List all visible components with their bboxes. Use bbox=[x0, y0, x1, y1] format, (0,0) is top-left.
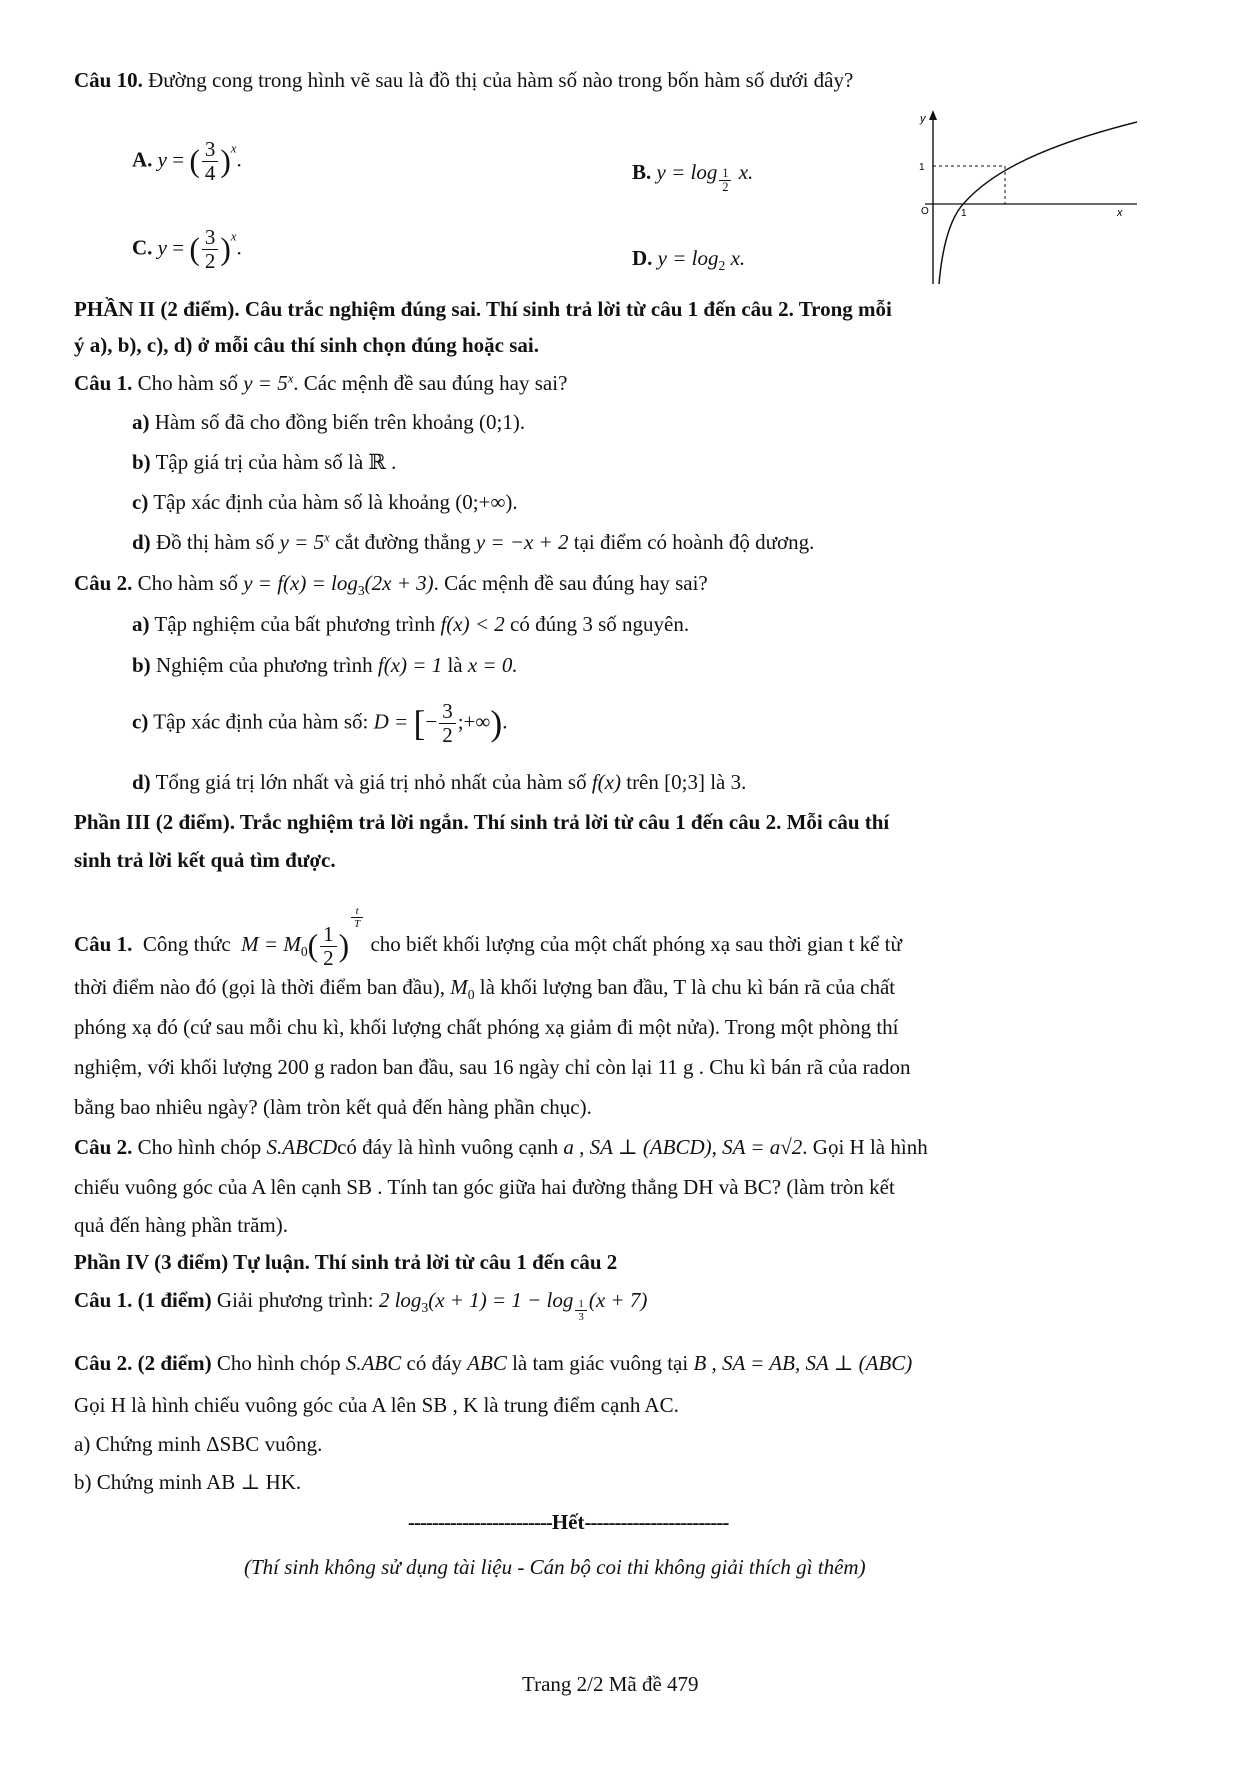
x-tick-label: 1 bbox=[961, 208, 967, 219]
frac-num: 3 bbox=[202, 226, 219, 250]
question-text: Công thức bbox=[142, 932, 231, 957]
right-dashes: ------------------------ bbox=[584, 1510, 729, 1534]
option-exponent: x bbox=[230, 229, 237, 244]
end-label: Hết bbox=[551, 1510, 585, 1534]
p2-q1-d bbox=[132, 530, 814, 554]
math-expr: ;+∞ bbox=[457, 709, 491, 734]
option-label: A. bbox=[132, 147, 153, 172]
p2-q1-c bbox=[132, 490, 518, 514]
option-label: B. bbox=[632, 160, 652, 184]
question-text: Cho hình chóp bbox=[216, 1351, 341, 1375]
math-expr: (0;1). bbox=[479, 410, 526, 434]
item-label: b) bbox=[132, 653, 151, 677]
q10-title: Câu 10. bbox=[74, 68, 143, 92]
q10-option-b bbox=[632, 160, 753, 195]
q10-graph bbox=[905, 108, 1145, 286]
question-text: có đáy là hình vuông cạnh bbox=[337, 1135, 559, 1159]
question-text: là tam giác vuông tại bbox=[512, 1351, 689, 1375]
end-note: (Thí sinh không sử dụng tài liệu - Cán bộ coi thi không giải thích gì thêm) bbox=[244, 1555, 866, 1579]
item-text: Tập nghiệm của bất phương trình bbox=[154, 612, 436, 636]
p2-q1-b bbox=[132, 450, 396, 474]
part3-heading-1: Phần III (2 điểm). Trắc nghiệm trả lời ngắn. Thí sinh trả lời từ câu 1 đến câu 2. Mỗi câu thí bbox=[74, 810, 890, 834]
p3-q1-line5: bằng bao nhiêu ngày? (làm tròn kết quả đến hàng phần chục). bbox=[74, 1095, 592, 1119]
item-label: b) bbox=[132, 450, 151, 474]
log-base-den: 3 bbox=[578, 1311, 584, 1324]
item-text: là 3. bbox=[710, 770, 747, 794]
item-text: tại điểm có hoành độ dương. bbox=[573, 530, 815, 554]
p4-q1 bbox=[74, 1288, 647, 1323]
math-expr: y = 5 bbox=[243, 371, 288, 395]
item-text: có đúng 3 số nguyên. bbox=[510, 612, 690, 636]
part2-heading-1: PHẦN II (2 điểm). Câu trắc nghiệm đúng sai. Thí sinh trả lời từ câu 1 đến câu 2. Trong mỗi bbox=[74, 297, 892, 321]
math-expr: (2x + 3) bbox=[364, 571, 434, 595]
log-base: 3 bbox=[357, 583, 365, 599]
math-subscript: 0 bbox=[467, 987, 475, 1003]
p2-q1-intro bbox=[74, 371, 567, 395]
question-text: thời điểm nào đó (gọi là thời điểm ban đầu), bbox=[74, 975, 445, 999]
question-title: Câu 2. bbox=[74, 571, 133, 595]
p3-q2-line1 bbox=[74, 1135, 928, 1159]
p3-q2-line3: quả đến hàng phần trăm). bbox=[74, 1213, 289, 1237]
math-expr: f(x) = 1 bbox=[377, 653, 443, 677]
option-var: x. bbox=[730, 246, 746, 270]
p4-q2-line2: Gọi H là hình chiếu vuông góc của A lên SB , K là trung điểm cạnh AC. bbox=[74, 1393, 679, 1417]
question-text: . Gọi H là hình bbox=[802, 1135, 928, 1159]
frac-num: 3 bbox=[439, 700, 456, 724]
math-exponent: x bbox=[287, 371, 294, 386]
item-label: a) bbox=[132, 612, 150, 636]
item-text: cắt đường thẳng bbox=[334, 530, 471, 554]
question-text: . Các mệnh đề sau đúng hay sai? bbox=[433, 571, 708, 595]
question-text: Cho hàm số bbox=[137, 571, 238, 595]
question-title: Câu 2. bbox=[74, 1135, 133, 1159]
frac-den: 2 bbox=[442, 723, 453, 748]
option-lhs: y bbox=[157, 147, 167, 172]
math-expr: M bbox=[450, 975, 468, 999]
item-text: Tập xác định của hàm số là khoảng bbox=[153, 490, 451, 514]
part4-heading: Phần IV (3 điểm) Tự luận. Thí sinh trả lời từ câu 1 đến câu 2 bbox=[74, 1250, 618, 1274]
option-expr: y = log bbox=[657, 246, 719, 270]
q10-option-a: A. y = ( $\frac{3}{4}$ )$^x$. bbox=[132, 137, 242, 186]
p2-q2-a bbox=[132, 612, 689, 636]
q10-option-d bbox=[632, 246, 745, 274]
math-subscript: 0 bbox=[300, 944, 308, 960]
item-text: Đồ thị hàm số bbox=[155, 530, 275, 554]
q10-text: Đường cong trong hình vẽ sau là đồ thị của hàm số nào trong bốn hàm số dưới đây? bbox=[148, 68, 854, 92]
origin-label: O bbox=[921, 206, 929, 217]
frac-den: 2 bbox=[204, 249, 216, 274]
question-text: là khối lượng ban đầu, T là chu kì bán rã của chất bbox=[479, 975, 896, 999]
option-var: x. bbox=[738, 160, 754, 184]
math-expr: y = f(x) = log bbox=[243, 571, 358, 595]
math-expr: (x + 1) = 1 − log bbox=[428, 1288, 574, 1312]
item-text: Hàm số đã cho đồng biến trên khoảng bbox=[154, 410, 474, 434]
p2-q2-c: c) Tập xác định của hàm số: D = [− $\frac{3}{2}$ ;+∞). bbox=[132, 699, 508, 748]
part3-heading-2: sinh trả lời kết quả tìm được. bbox=[74, 848, 336, 872]
question-text: Cho hàm số bbox=[137, 371, 238, 395]
math-expr: x = 0. bbox=[467, 653, 518, 677]
question-title: Câu 1. (1 điểm) bbox=[74, 1288, 212, 1312]
item-text: Tổng giá trị lớn nhất và giá trị nhỏ nhất của hàm số bbox=[155, 770, 587, 794]
frac-den: 4 bbox=[204, 161, 216, 186]
p4-q2-line1 bbox=[74, 1351, 912, 1375]
end-divider bbox=[408, 1510, 728, 1534]
y-axis-label: y bbox=[920, 113, 926, 125]
frac-num: 3 bbox=[202, 138, 219, 162]
p3-q1-line2 bbox=[74, 975, 895, 1003]
item-label: d) bbox=[132, 770, 151, 794]
log-base-num: 1 bbox=[719, 167, 731, 181]
math-expr: S.ABCD bbox=[266, 1135, 338, 1159]
item-text: Tập giá trị của hàm số là bbox=[155, 450, 364, 474]
item-text: trên bbox=[626, 770, 659, 794]
option-expr: y = log bbox=[656, 160, 718, 184]
option-label: D. bbox=[632, 246, 653, 270]
log-base-den: 2 bbox=[722, 180, 729, 195]
q10-option-c: C. y = ( $\frac{3}{2}$ )$^x$. bbox=[132, 225, 242, 274]
question-text: cho biết khối lượng của một chất phóng xạ sau thời gian t kể từ bbox=[370, 932, 902, 957]
exp-den: T bbox=[354, 918, 361, 930]
option-exponent: x bbox=[230, 141, 237, 156]
math-expr: ℝ . bbox=[368, 450, 397, 474]
math-expr: f(x) bbox=[591, 770, 621, 794]
function-curve bbox=[939, 122, 1137, 284]
log-base-num: 1 bbox=[575, 1298, 586, 1311]
item-text: Tập xác định của hàm số: bbox=[153, 709, 369, 734]
item-text: là bbox=[447, 653, 463, 677]
p3-q1-line3: phóng xạ đó (cứ sau mỗi chu kì, khối lượng chất phóng xạ giảm đi một nửa). Trong một phòng thí bbox=[74, 1015, 899, 1039]
p3-q1-line4: nghiệm, với khối lượng 200 g radon ban đầu, sau 16 ngày chỉ còn lại 11 g . Chu kì bán rã của radon bbox=[74, 1055, 911, 1079]
item-label: c) bbox=[132, 709, 149, 734]
part2-heading-2: ý a), b), c), d) ở mỗi câu thí sinh chọn đúng hoặc sai. bbox=[74, 333, 539, 357]
question-text: Cho hình chóp bbox=[137, 1135, 262, 1159]
math-expr: M = M bbox=[241, 932, 301, 957]
p2-q2-b bbox=[132, 653, 518, 677]
x-axis-label: x bbox=[1117, 207, 1123, 219]
log-base: 2 bbox=[718, 258, 726, 274]
math-expr: y = 5 bbox=[279, 530, 325, 554]
p2-q2-d bbox=[132, 770, 746, 794]
question-text: có đáy bbox=[406, 1351, 462, 1375]
frac-num: 1 bbox=[320, 923, 337, 947]
log-base: 3 bbox=[421, 1300, 429, 1316]
p4-q2-b: b) Chứng minh AB ⊥ HK. bbox=[74, 1470, 302, 1494]
math-expr: [0;3] bbox=[664, 770, 705, 794]
exp-num: t bbox=[351, 905, 363, 918]
question-text: . Các mệnh đề sau đúng hay sai? bbox=[293, 371, 568, 395]
left-dashes: ------------------------ bbox=[408, 1510, 552, 1534]
q10-question bbox=[74, 68, 853, 92]
frac-den: 2 bbox=[323, 945, 334, 970]
p3-q2-line2: chiếu vuông góc của A lên cạnh SB . Tính tan góc giữa hai đường thẳng DH và BC? (làm tròn kết bbox=[74, 1175, 895, 1199]
math-expr: 2 log bbox=[378, 1288, 422, 1312]
question-title: Câu 1. bbox=[74, 932, 133, 957]
item-label: a) bbox=[132, 410, 150, 434]
question-title: Câu 2. (2 điểm) bbox=[74, 1351, 212, 1375]
math-exponent: x bbox=[324, 530, 330, 545]
math-expr: a , SA ⊥ (ABCD), SA = a√2 bbox=[563, 1135, 803, 1159]
math-expr: ABC bbox=[467, 1351, 507, 1375]
math-expr: D = bbox=[373, 709, 409, 734]
y-tick-label: 1 bbox=[919, 162, 925, 173]
p3-q1-line1: Câu 1. Công thức $M = M_0$( $\frac{1}{2}$ ) $\frac{t}{T}$ cho biết khối lượng của một chất phóng xạ sau thời gian t kể từ bbox=[74, 905, 902, 970]
math-expr: S.ABC bbox=[345, 1351, 402, 1375]
option-label: C. bbox=[132, 235, 153, 260]
math-expr: f(x) < 2 bbox=[440, 612, 505, 636]
question-text: Giải phương trình: bbox=[216, 1288, 374, 1312]
item-text: Nghiệm của phương trình bbox=[155, 653, 373, 677]
y-axis-arrow bbox=[929, 110, 937, 120]
page-footer: Trang 2/2 Mã đề 479 bbox=[522, 1672, 699, 1696]
question-title: Câu 1. bbox=[74, 371, 133, 395]
p2-q1-a bbox=[132, 410, 525, 434]
p2-q2-intro bbox=[74, 571, 708, 599]
item-label: c) bbox=[132, 490, 149, 514]
math-expr: y = −x + 2 bbox=[475, 530, 569, 554]
item-label: d) bbox=[132, 530, 151, 554]
option-lhs: y bbox=[157, 235, 167, 260]
math-expr: (0;+∞). bbox=[455, 490, 518, 514]
p4-q2-a: a) Chứng minh ΔSBC vuông. bbox=[74, 1432, 323, 1456]
math-expr: (x + 7) bbox=[588, 1288, 648, 1312]
math-expr: B , SA = AB, SA ⊥ (ABC) bbox=[693, 1351, 913, 1375]
